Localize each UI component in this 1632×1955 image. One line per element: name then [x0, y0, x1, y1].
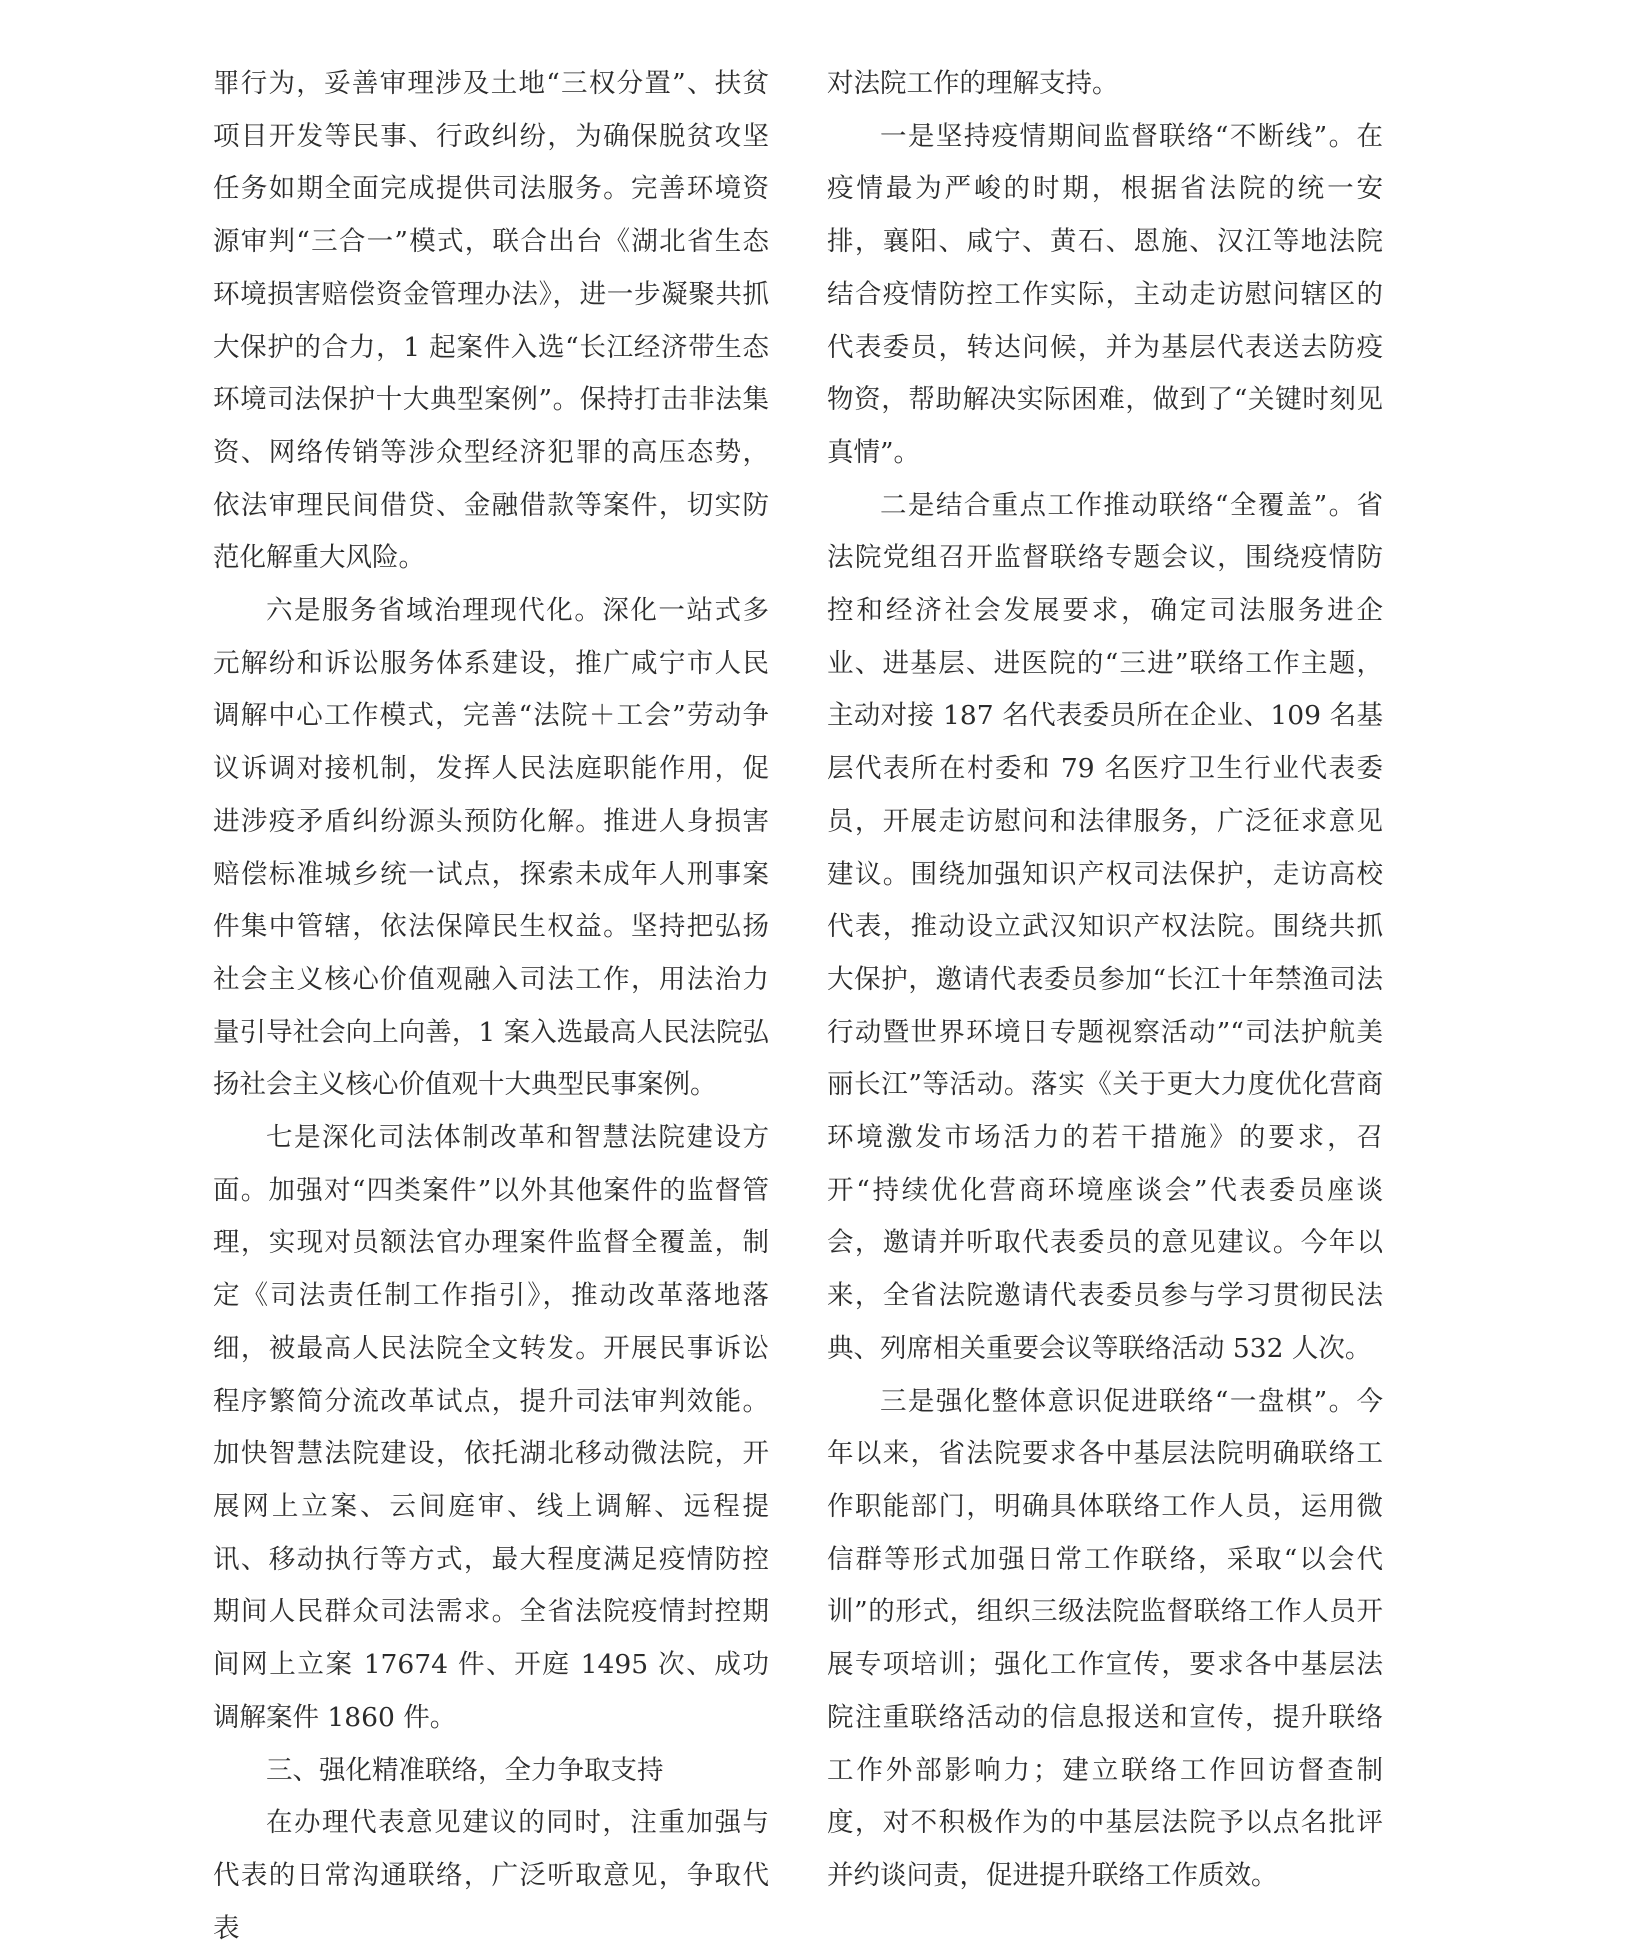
right-column: [827, 58, 1383, 1903]
paragraph-item-seven: 七是深化司法体制改革和智慧法院建设方面。加强对“四类案件”以外其他案件的监督管理，实现对员额法官办理案件监督全覆盖，制定《司法责任制工作指引》，推动改革落地落细，被最高人民法院全文转发。开展民事诉讼程序繁简分流改革试点，提升司法审判效能。加快智慧法院建设，依托湖北移动微法院，开展网上立案、云间庭审、线上调解、远程提讯、移动执行等方式，最大程度满足疫情防控期间人民群众司法需求。全省法院疫情封控期间网上立案 17674 件、开庭 1495 次、成功调解案件 1860 件。: [213, 1122, 769, 1733]
paragraph-point-two: 二是结合重点工作推动联络“全覆盖”。省法院党组召开监督联络专题会议，围绕疫情防控和经济社会发展要求，确定司法服务进企业、进基层、进医院的“三进”联络工作主题，主动对接 187 名代表委员所在企业、109 名基层代表所在村委和 79 名医疗卫生行业代表委员，开展走访慰问和法律服务，广泛征求意见建议。围绕加强知识产权司法保护，走访高校代表，推动设立武汉知识产权法院。围绕共抓大保护，邀请代表委员参加“长江十年禁渔司法行动暨世界环境日专题视察活动”“司法护航美丽长江”等活动。落实《关于更大力度优化营商环境激发市场活力的若干措施》的要求，召开“持续优化营商环境座谈会”代表委员座谈会，邀请并听取代表委员的意见建议。今年以来，全省法院邀请代表委员参与学习贯彻民法典、列席相关重要会议等联络活动 532 人次。: [827, 489, 1383, 1364]
paragraph-item-six: 六是服务省域治理现代化。深化一站式多元解纷和诉讼服务体系建设，推广咸宁市人民调解中心工作模式，完善“法院＋工会”劳动争议诉调对接机制，发挥人民法庭职能作用，促进涉疫矛盾纠纷源头预防化解。推进人身损害赔偿标准城乡统一试点，探索未成年人刑事案件集中管辖，依法保障民生权益。坚持把弘扬社会主义核心价值观融入司法工作，用法治力量引导社会向上向善，1 案入选最高人民法院弘扬社会主义核心价值观十大典型民事案例。: [213, 595, 769, 1101]
section-heading-three: 三、强化精准联络，全力争取支持: [266, 1754, 664, 1786]
paragraph-continuation: 罪行为，妥善审理涉及土地“三权分置”、扶贫项目开发等民事、行政纠纷，为确保脱贫攻坚任务如期全面完成提供司法服务。完善环境资源审判“三合一”模式，联合出台《湖北省生态环境损害赔偿资金管理办法》，进一步凝聚共抓大保护的合力，1 起案件入选“长江经济带生态环境司法保护十大典型案例”。保持打击非法集资、网络传销等涉众型经济犯罪的高压态势，依法审理民间借贷、金融借款等案件，切实防范化解重大风险。: [213, 68, 769, 574]
paragraph-point-one: 一是坚持疫情期间监督联络“不断线”。在疫情最为严峻的时期，根据省法院的统一安排，襄阳、咸宁、黄石、恩施、汉江等地法院结合疫情防控工作实际，主动走访慰问辖区的代表委员，转达问候，并为基层代表送去防疫物资，帮助解决实际困难，做到了“关键时刻见真情”。: [827, 120, 1383, 468]
paragraph-section-three-intro: 在办理代表意见建议的同时，注重加强与代表的日常沟通联络，广泛听取意见，争取代表: [213, 1807, 769, 1944]
paragraph-point-three: 三是强化整体意识促进联络“一盘棋”。今年以来，省法院要求各中基层法院明确联络工作职能部门，明确具体联络工作人员，运用微信群等形式加强日常工作联络，采取“以会代训”的形式，组织三级法院监督联络工作人员开展专项培训；强化工作宣传，要求各中基层法院注重联络活动的信息报送和宣传，提升联络工作外部影响力；建立联络工作回访督查制度，对不积极作为的中基层法院予以点名批评并约谈问责，促进提升联络工作质效。: [827, 1385, 1383, 1891]
left-column: [213, 58, 769, 1955]
paragraph-continuation: 对法院工作的理解支持。: [827, 68, 1119, 99]
